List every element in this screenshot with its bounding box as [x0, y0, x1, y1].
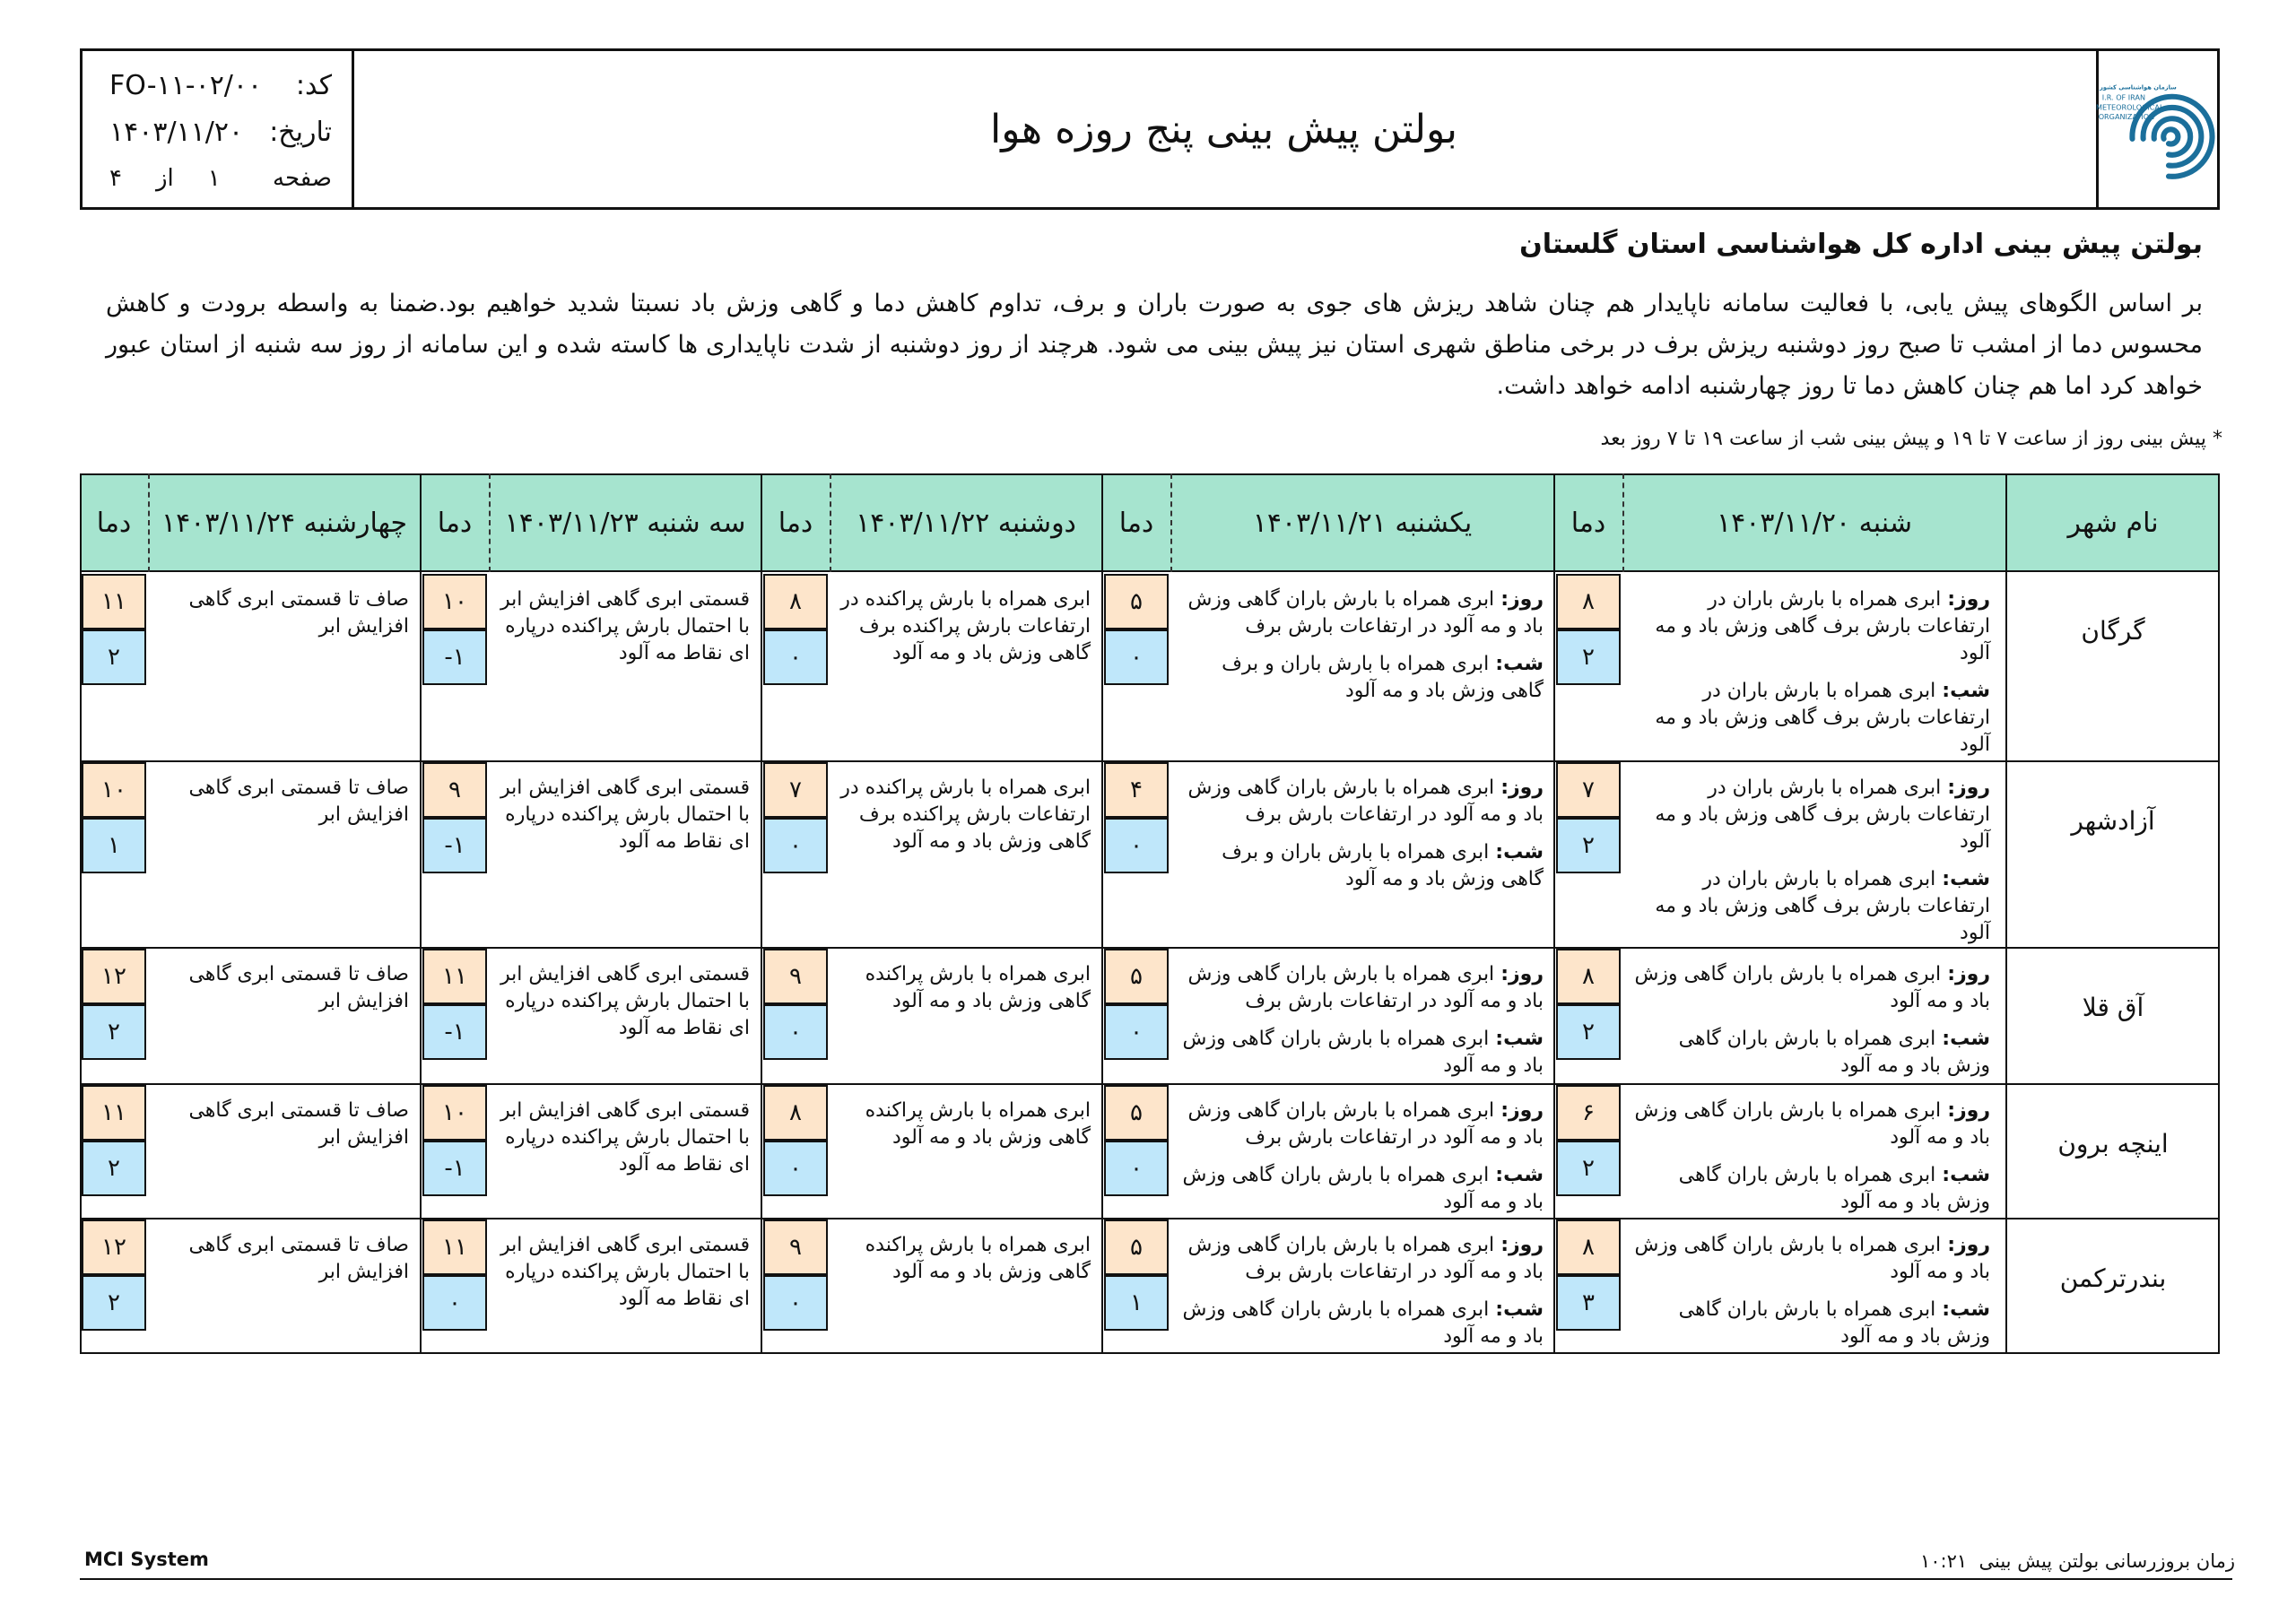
min-temp: ۰	[422, 1275, 487, 1331]
forecast-d4: قسمتی ابری گاهی افزایش ابر با احتمال بارش پراکنده درپاره ای نقاط مه آلود	[500, 1099, 750, 1176]
max-temp: ۱۲	[82, 949, 146, 1004]
max-temp: ۱۰	[422, 574, 487, 629]
forecast-d1: روز: ابری همراه با بارش باران گاهی وزش باد و مه آلود شب: ابری همراه با بارش باران گاهی وزش باد و مه آلود	[1634, 1099, 1990, 1213]
header-temp-d2: دما	[1102, 473, 1170, 572]
logo-spiral-icon	[2096, 54, 2217, 204]
date-value: ۱۴۰۳/۱۱/۲۰	[109, 116, 244, 148]
max-temp: ۱۲	[82, 1219, 146, 1275]
city-name: آزادشهر	[2071, 805, 2155, 836]
max-temp: ۱۱	[82, 1085, 146, 1141]
forecast-d2: روز: ابری همراه با بارش باران گاهی وزش باد و مه آلود در ارتفاعات بارش برف شب: ابری همراه با بارش باران و برف گاهی وزش باد و مه آلود	[1187, 777, 1544, 890]
row-divider	[80, 1352, 2220, 1354]
min-temp: ۰	[763, 1004, 828, 1060]
header-day-1: شنبه ۱۴۰۳/۱۱/۲۰	[1622, 473, 2006, 572]
forecast-d4: قسمتی ابری گاهی افزایش ابر با احتمال بارش پراکنده درپاره ای نقاط مه آلود	[500, 777, 750, 853]
bulletin-subtitle: بولتن پیش بینی اداره کل هواشناسی استان گلستان	[1519, 229, 2203, 260]
city-name: اینچه برون	[2057, 1128, 2169, 1159]
header-dashed-divider	[1170, 473, 1172, 572]
column-divider	[1553, 473, 1555, 1354]
city-name: گرگان	[2081, 615, 2145, 646]
code-label: کد:	[295, 69, 332, 101]
page-current: ۱	[207, 165, 221, 192]
forecast-d1: روز: ابری همراه با بارش باران در ارتفاعات بارش برف گاهی وزش باد و مه آلود شب: ابری همراه با بارش باران در ارتفاعات بارش برف گاهی وزش باد و مه آلود	[1655, 588, 1990, 756]
max-temp: ۵	[1104, 1219, 1169, 1275]
max-temp: ۸	[1556, 1219, 1621, 1275]
forecast-d1: روز: ابری همراه با بارش باران در ارتفاعات بارش برف گاهی وزش باد و مه آلود شب: ابری همراه با بارش باران در ارتفاعات بارش برف گاهی وزش باد و مه آلود	[1655, 777, 1990, 944]
max-temp: ۱۱	[422, 1219, 487, 1275]
min-temp: ۱	[82, 818, 146, 873]
svg-text:I.R. OF IRAN: I.R. OF IRAN	[2101, 92, 2146, 102]
header-temp-d3: دما	[761, 473, 830, 572]
header-temp-d4: دما	[421, 473, 489, 572]
header-day-2: یکشنبه ۱۴۰۳/۱۱/۲۱	[1170, 473, 1554, 572]
forecast-d5: صاف تا قسمتی ابری گاهی افزایش ابر	[188, 1099, 409, 1149]
page-of: از	[155, 165, 174, 192]
header-temp-d1: دما	[1554, 473, 1622, 572]
max-temp: ۴	[1104, 762, 1169, 818]
min-temp: ۰	[1104, 1141, 1169, 1196]
date-label: تاریخ:	[269, 116, 332, 148]
max-temp: ۷	[763, 762, 828, 818]
header-dashed-divider	[1622, 473, 1624, 572]
forecast-d2: روز: ابری همراه با بارش باران گاهی وزش باد و مه آلود در ارتفاعات بارش برف شب: ابری همراه با بارش باران گاهی وزش باد و مه آلود	[1182, 963, 1544, 1077]
document-meta	[83, 51, 354, 207]
header-day-3: دوشنبه ۱۴۰۳/۱۱/۲۲	[830, 473, 1102, 572]
max-temp: ۷	[1556, 762, 1621, 818]
forecast-d2: روز: ابری همراه با بارش باران گاهی وزش باد و مه آلود در ارتفاعات بارش برف شب: ابری همراه با بارش باران گاهی وزش باد و مه آلود	[1182, 1234, 1544, 1348]
max-temp: ۵	[1104, 574, 1169, 629]
min-temp: -۱	[422, 629, 487, 685]
forecast-d5: صاف تا قسمتی ابری گاهی افزایش ابر	[188, 1234, 409, 1283]
system-name: MCI System	[84, 1549, 209, 1570]
footer-divider	[80, 1578, 2232, 1580]
city-name: آق قلا	[2082, 992, 2144, 1022]
forecast-d3: ابری همراه با بارش پراکنده در ارتفاعات بارش پراکنده برف گاهی وزش باد و مه آلود	[840, 588, 1091, 664]
forecast-d4: قسمتی ابری گاهی افزایش ابر با احتمال بارش پراکنده درپاره ای نقاط مه آلود	[500, 1234, 750, 1310]
min-temp: ۰	[1104, 1004, 1169, 1060]
forecast-d3: ابری همراه با بارش پراکنده گاهی وزش باد و مه آلود	[865, 963, 1091, 1012]
svg-text:سازمان هواشناسی کشور: سازمان هواشناسی کشور	[2100, 83, 2177, 91]
forecast-d4: قسمتی ابری گاهی افزایش ابر با احتمال بارش پراکنده درپاره ای نقاط مه آلود	[500, 963, 750, 1039]
bulletin-header	[80, 48, 2220, 210]
bulletin-title-cell	[352, 51, 2099, 207]
max-temp: ۶	[1556, 1085, 1621, 1141]
min-temp: ۰	[1104, 818, 1169, 873]
column-divider	[1101, 473, 1103, 1354]
max-temp: ۱۱	[82, 574, 146, 629]
header-dashed-divider	[830, 473, 831, 572]
max-temp: ۹	[763, 949, 828, 1004]
min-temp: ۰	[763, 818, 828, 873]
column-divider	[761, 473, 762, 1354]
min-temp: ۰	[763, 1275, 828, 1331]
forecast-d5: صاف تا قسمتی ابری گاهی افزایش ابر	[188, 777, 409, 826]
svg-text:METEOROLOGICAL: METEOROLOGICAL	[2096, 102, 2164, 112]
forecast-table	[80, 473, 2220, 1354]
forecast-d2: روز: ابری همراه با بارش باران گاهی وزش باد و مه آلود در ارتفاعات بارش برف شب: ابری همراه با بارش باران گاهی وزش باد و مه آلود	[1182, 1099, 1544, 1213]
min-temp: -۱	[422, 818, 487, 873]
max-temp: ۹	[422, 762, 487, 818]
forecast-summary: بر اساس الگوهای پیش یابی، با فعالیت سامانه ناپایدار هم چنان شاهد ریزش های جوی به صورت باران و برف، تداوم کاهش دما و گاهی وزش باد نسبتا شدید خواهیم بود.ضمنا به واسطه برودت و کاهش محسوس دما از امشب تا صبح روز دوشنبه ریزش برف در برخی مناطق شهری استان نیز پیش بینی می شود. هرچند از روز دوشنبه از شدت ناپایداری ها کاسته شده و این سامانه از روز سه شنبه از استان عبور خواهد کرد اما هم چنان کاهش دما تا روز چهارشنبه ادامه خواهد داشت.	[106, 290, 2203, 400]
forecast-d5: صاف تا قسمتی ابری گاهی افزایش ابر	[188, 588, 409, 638]
organization-logo	[2096, 51, 2217, 207]
header-day-4: سه شنبه ۱۴۰۳/۱۱/۲۳	[489, 473, 761, 572]
min-temp: ۰	[763, 1141, 828, 1196]
min-temp: ۲	[1556, 1141, 1621, 1196]
max-temp: ۹	[763, 1219, 828, 1275]
min-temp: -۱	[422, 1004, 487, 1060]
max-temp: ۸	[763, 1085, 828, 1141]
forecast-d1: روز: ابری همراه با بارش باران گاهی وزش باد و مه آلود شب: ابری همراه با بارش باران گاهی وزش باد و مه آلود	[1634, 963, 1990, 1077]
bulletin-title: بولتن پیش بینی پنج روزه هوا	[989, 106, 1458, 152]
page-label: صفحه	[273, 165, 332, 192]
header-day-5: چهارشنبه ۱۴۰۳/۱۱/۲۴	[148, 473, 421, 572]
update-time: زمان بروزرسانی بولتن پیش بینی ۱۰:۲۱	[1919, 1550, 2235, 1572]
max-temp: ۵	[1104, 949, 1169, 1004]
min-temp: ۲	[82, 1004, 146, 1060]
code-value: FO-۱۱-۰۲/۰۰	[109, 69, 263, 101]
max-temp: ۸	[1556, 574, 1621, 629]
max-temp: ۱۰	[422, 1085, 487, 1141]
column-divider	[420, 473, 422, 1354]
min-temp: ۰	[1104, 629, 1169, 685]
max-temp: ۵	[1104, 1085, 1169, 1141]
forecast-d4: قسمتی ابری گاهی افزایش ابر با احتمال بارش پراکنده درپاره ای نقاط مه آلود	[500, 588, 750, 664]
forecast-d2: روز: ابری همراه با بارش باران گاهی وزش باد و مه آلود در ارتفاعات بارش برف شب: ابری همراه با بارش باران و برف گاهی وزش باد و مه آلود	[1187, 588, 1544, 702]
min-temp: ۲	[82, 629, 146, 685]
min-temp: ۲	[1556, 629, 1621, 685]
header-city: نام شهر	[2006, 473, 2220, 572]
svg-text:ORGANIZATION: ORGANIZATION	[2098, 112, 2155, 122]
forecast-d3: ابری همراه با بارش پراکنده گاهی وزش باد و مه آلود	[865, 1099, 1091, 1149]
min-temp: ۲	[82, 1141, 146, 1196]
min-temp: ۲	[1556, 1004, 1621, 1060]
min-temp: ۲	[1556, 818, 1621, 873]
min-temp: ۳	[1556, 1275, 1621, 1331]
header-temp-d5: دما	[80, 473, 148, 572]
header-dashed-divider	[489, 473, 491, 572]
forecast-d3: ابری همراه با بارش پراکنده در ارتفاعات بارش پراکنده برف گاهی وزش باد و مه آلود	[840, 777, 1091, 853]
page-total: ۴	[109, 165, 122, 192]
max-temp: ۸	[763, 574, 828, 629]
min-temp: ۲	[82, 1275, 146, 1331]
min-temp: ۱	[1104, 1275, 1169, 1331]
min-temp: ۰	[763, 629, 828, 685]
forecast-d5: صاف تا قسمتی ابری گاهی افزایش ابر	[188, 963, 409, 1012]
min-temp: -۱	[422, 1141, 487, 1196]
forecast-d1: روز: ابری همراه با بارش باران گاهی وزش باد و مه آلود شب: ابری همراه با بارش باران گاهی وزش باد و مه آلود	[1634, 1234, 1990, 1348]
max-temp: ۱۱	[422, 949, 487, 1004]
max-temp: ۸	[1556, 949, 1621, 1004]
forecast-time-note: * پیش بینی روز از ساعت ۷ تا ۱۹ و پیش بینی شب از ساعت ۱۹ تا ۷ روز بعد	[1600, 428, 2222, 450]
header-dashed-divider	[148, 473, 150, 572]
city-name: بندرترکمن	[2059, 1263, 2167, 1293]
max-temp: ۱۰	[82, 762, 146, 818]
forecast-d3: ابری همراه با بارش پراکنده گاهی وزش باد و مه آلود	[865, 1234, 1091, 1283]
